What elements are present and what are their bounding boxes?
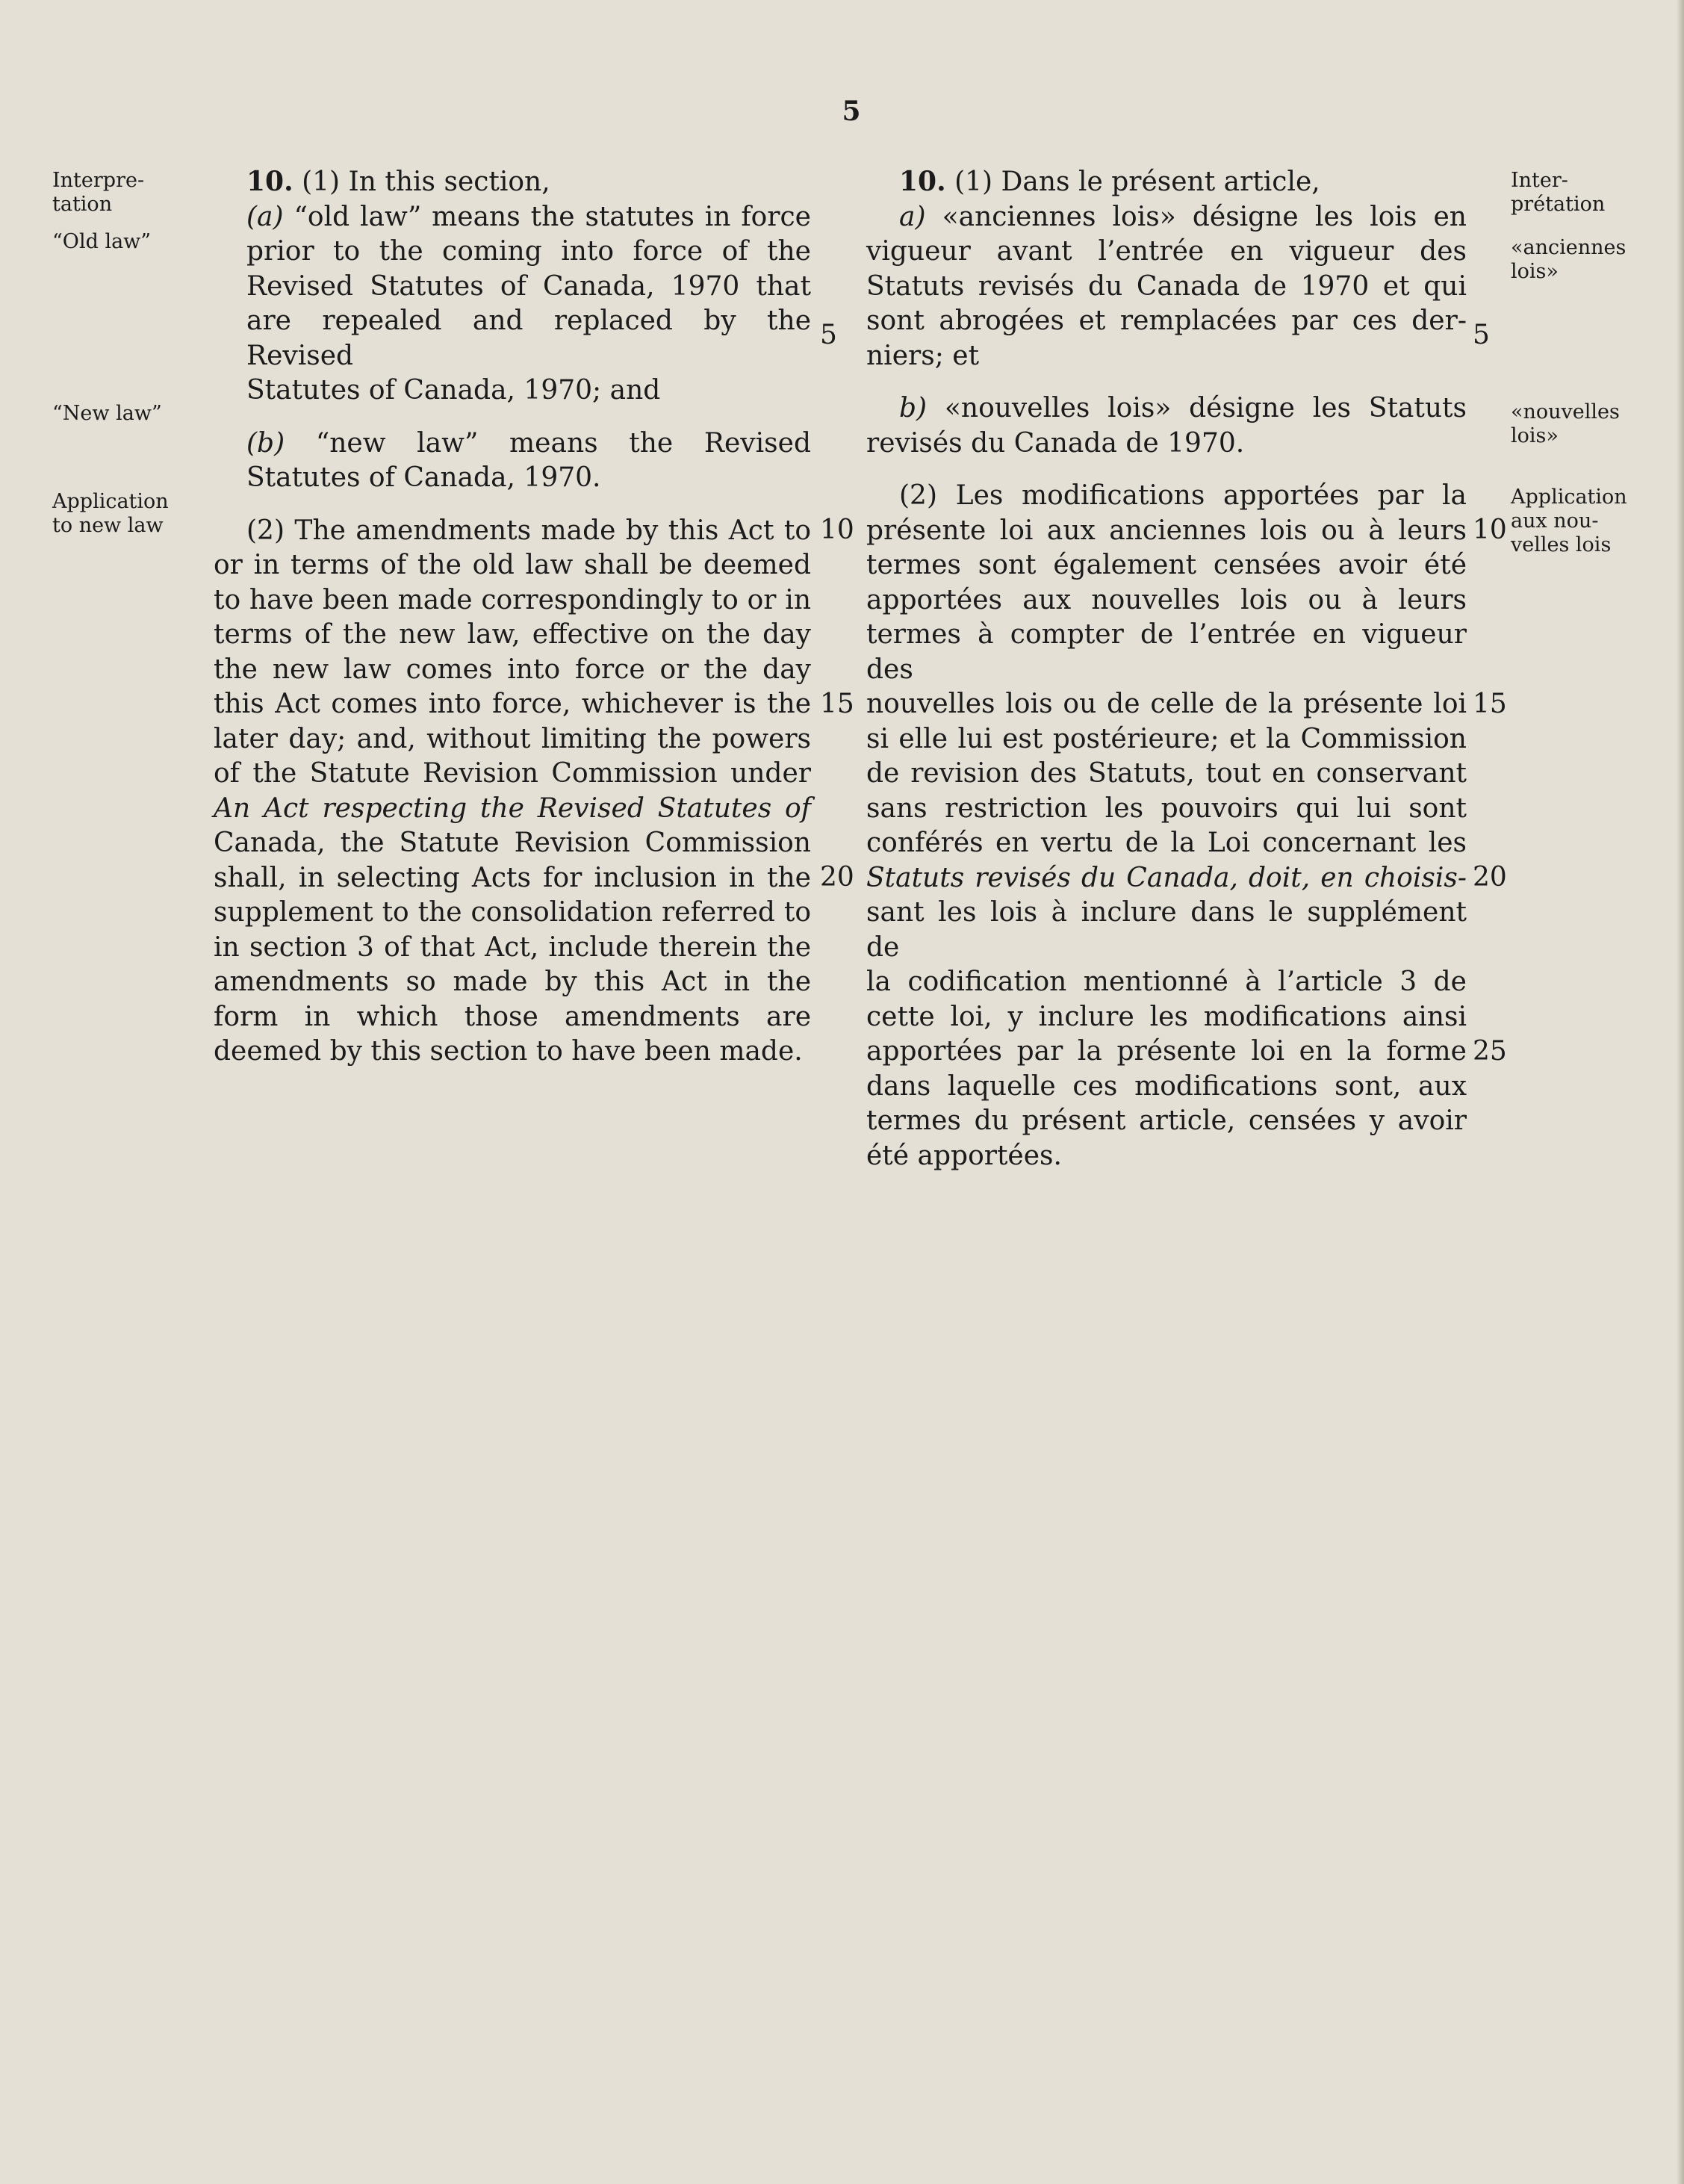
subsection-2-line: été apportées. (866, 1140, 1062, 1171)
subsection-2-line: to have been made correspondingly to or in (214, 584, 811, 615)
margin-note-new-law-en: “New law” (52, 402, 162, 425)
margin-note-line: Application (52, 490, 169, 513)
definition-b-line (214, 426, 811, 462)
subsection-2-line: form in which those amendments are (214, 1001, 811, 1032)
definition-a-line: Statutes of Canada, 1970; and (246, 375, 661, 406)
margin-note-interpretation-en (52, 169, 224, 217)
margin-note-line: aux nou- (1511, 509, 1599, 533)
section-number: 10. (899, 166, 946, 197)
paragraph-label: (b) (246, 427, 285, 459)
paragraph-label: (a) (246, 201, 284, 232)
line-number: 15 (820, 689, 854, 719)
margin-note-new-law-fr (1511, 400, 1668, 448)
definition-b-line (866, 391, 1467, 426)
margin-note-application-fr (1511, 485, 1668, 557)
margin-note-line: to new law (52, 514, 164, 537)
definition-text: “new law” means the Revised (315, 427, 811, 459)
line-number: 20 (820, 862, 854, 893)
subsection-1-lead (866, 164, 1467, 200)
margin-note-old-law-fr (1511, 236, 1668, 284)
english-column (214, 164, 811, 1070)
definition-text: «nouvelles lois» désigne les Statuts (944, 393, 1467, 424)
subsection-1-lead (214, 164, 811, 200)
definition-a-line (214, 200, 811, 235)
subsection-2-line: An Act respecting the Revised Statutes of (214, 792, 811, 824)
margin-note-line: velles lois (1511, 533, 1612, 556)
margin-note-line: lois» (1511, 260, 1559, 283)
definition-a-line: Revised Statutes of Canada, 1970 that (246, 270, 811, 302)
margin-note-line: Inter- (1511, 169, 1568, 192)
subsection-2-line: (2) Les modifications apportées par la (899, 480, 1467, 511)
subsection-2-line: shall, in selecting Acts for inclusion in the (214, 862, 811, 893)
subsection-text: (1) In this section, (302, 167, 550, 197)
subsection-2-line: this Act comes into force, whichever is the (214, 689, 811, 719)
page-number: 5 (842, 96, 861, 127)
subsection-2-line: apportées aux nouvelles lois ou à leurs (866, 584, 1467, 615)
subsection-2-line: terms of the new law, effective on the day (214, 619, 811, 650)
subsection-2-line: la codification mentionné à l’article 3 de (866, 967, 1467, 997)
subsection-2-line: amendments so made by this Act in the (214, 967, 811, 997)
section-number: 10. (246, 166, 293, 197)
subsection-2-line: conférés en vertu de la Loi concernant les (866, 828, 1467, 858)
subsection-2-line: apportées par la présente loi en la forme (866, 1036, 1467, 1067)
subsection-2-line: présente loi aux anciennes lois ou à leurs (866, 515, 1467, 546)
line-number: 15 (1473, 689, 1507, 719)
definition-a-line: vigueur avant l’entrée en vigueur des (866, 236, 1467, 267)
subsection-2-line: termes du présent article, censées y avoir (866, 1105, 1467, 1136)
subsection-2-line: in section 3 of that Act, include therein the (214, 931, 811, 963)
line-number: 10 (1473, 515, 1507, 545)
margin-note-line: «nouvelles (1511, 400, 1620, 424)
french-column (866, 164, 1467, 1173)
subsection-2-line: sans restriction les pouvoirs qui lui sont (866, 792, 1467, 824)
subsection-2-line: deemed by this section to have been made. (214, 1036, 803, 1067)
subsection-2-line: dans laquelle ces modifications sont, aux (866, 1070, 1467, 1102)
definition-text: “old law” means the statutes in force (293, 201, 811, 232)
paragraph-label: b) (899, 393, 928, 424)
definition-a-line: prior to the coming into force of the (246, 236, 811, 267)
subsection-2-line: or in terms of the old law shall be deemed (214, 550, 811, 580)
definition-b-line: revisés du Canada de 1970. (866, 427, 1245, 459)
subsection-2-line: Canada, the Statute Revision Commission (214, 828, 811, 858)
subsection-2-line: cette loi, y inclure les modifications ainsi (866, 1001, 1467, 1032)
definition-a-line: are repealed and replaced by the Revised (246, 305, 811, 371)
subsection-2-line: si elle lui est postérieure; et la Commission (866, 723, 1467, 754)
margin-note-line: tation (52, 193, 113, 216)
subsection-text: (1) Dans le présent article, (954, 167, 1320, 197)
line-number: 10 (820, 515, 854, 545)
definition-a-line (866, 200, 1467, 235)
margin-note-interpretation-fr (1511, 169, 1668, 217)
line-number: 25 (1473, 1036, 1507, 1067)
subsection-2-line: sant les lois à inclure dans le supplément de (866, 897, 1467, 963)
margin-note-line: «anciennes (1511, 236, 1626, 259)
definition-text: «anciennes lois» désigne les lois en (942, 201, 1467, 232)
definition-a-line: niers; et (866, 340, 980, 371)
subsection-2-line: later day; and, without limiting the powers (214, 723, 811, 754)
subsection-2-line: the new law comes into force or the day (214, 654, 811, 685)
subsection-2-line: supplement to the consolidation referred to (214, 897, 811, 928)
definition-a-line: sont abrogées et remplacées par ces der- (866, 305, 1467, 336)
line-number: 5 (820, 320, 837, 350)
subsection-2-line: termes sont également censées avoir été (866, 550, 1467, 580)
margin-note-line: lois» (1511, 424, 1559, 447)
paragraph-label: a) (899, 201, 926, 232)
subsection-2-line: termes à compter de l’entrée en vigueur des (866, 619, 1467, 685)
margin-note-line: prétation (1511, 193, 1606, 216)
subsection-2-line: of the Statute Revision Commission under (214, 758, 811, 789)
margin-note-line: Interpre- (52, 169, 145, 192)
margin-note-old-law-en: “Old law” (52, 230, 152, 253)
line-number: 20 (1473, 862, 1507, 893)
definition-b-line: Statutes of Canada, 1970. (246, 462, 601, 493)
margin-note-application-en (52, 490, 224, 538)
definition-a-line: Statuts revisés du Canada de 1970 et qui (866, 270, 1467, 302)
subsection-2-line: (2) The amendments made by this Act to (246, 515, 811, 546)
margin-note-line: Application (1511, 485, 1627, 509)
page-edge (1677, 0, 1684, 2184)
subsection-2-line: de revision des Statuts, tout en conservant (866, 758, 1467, 789)
line-number: 5 (1473, 320, 1490, 350)
subsection-2-line: nouvelles lois ou de celle de la présente loi (866, 689, 1467, 719)
subsection-2-line: Statuts revisés du Canada, doit, en choisis- (866, 862, 1467, 893)
